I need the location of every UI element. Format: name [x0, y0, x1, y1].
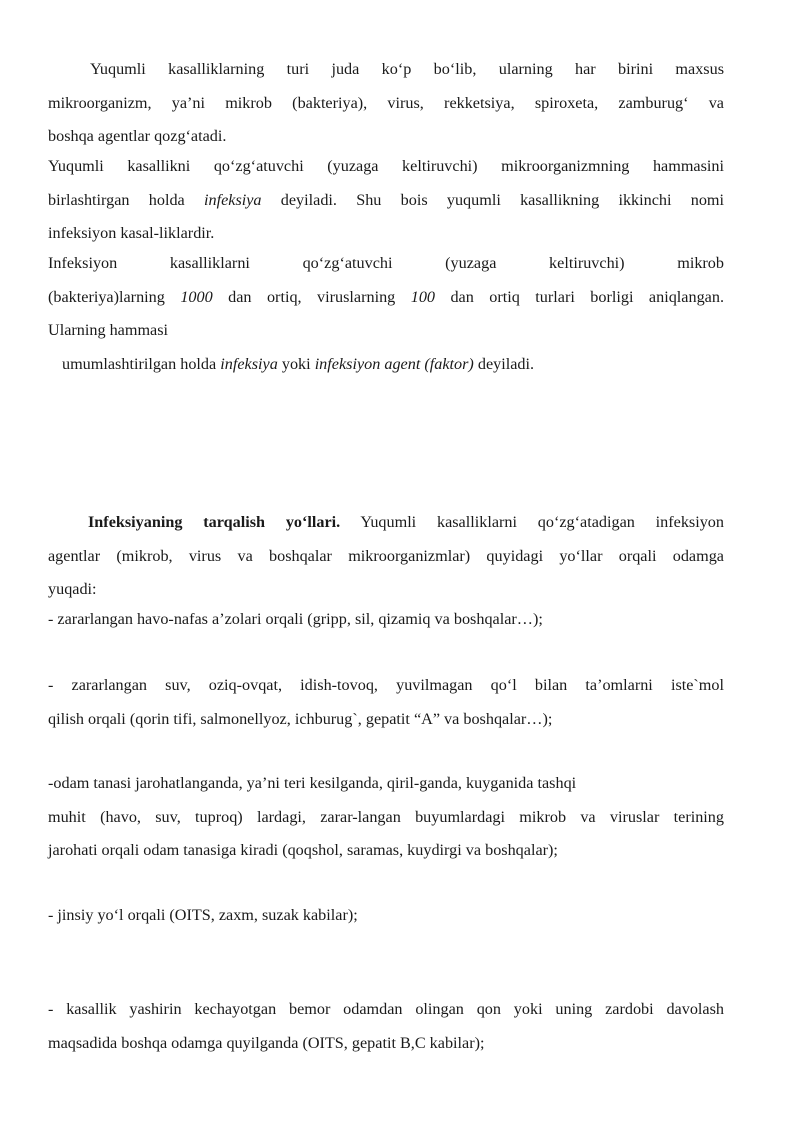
list-item [48, 899, 724, 933]
list-item [48, 767, 724, 868]
list-item-line: qilish orqali (qorin tifi, salmonellyoz, ichburug`, gepatit “A” va boshqalar…); [48, 709, 553, 728]
paragraph-line: Yuqumli kasalliklarning turi juda ko‘p bo‘lib, ularning har birini maxsus [90, 60, 724, 78]
section-heading: Infeksiyaning tarqalish yo‘llari. [88, 513, 341, 531]
paragraph-line: Yuqumli kasallikni qo‘zg‘atuvchi (yuzaga keltiruvchi) mikroorganizmning hammasini [48, 157, 724, 175]
list-item-line: muhit (havo, suv, tuproq) lardagi, zarar-langan buyumlardagi mikrob va viruslar terining [48, 807, 724, 826]
list-item-line: - zararlangan suv, oziq-ovqat, idish-tovoq, yuvilmagan qo‘l bilan ta’omlarni iste`mol [48, 676, 724, 694]
list-item-line: maqsadida boshqa odamga quyilganda (OITS, gepatit B,C kabilar); [48, 1033, 485, 1052]
paragraph-line: Ularning hammasi [48, 321, 169, 339]
list-item-line: - zararlangan havo-nafas a’zolari orqali (gripp, sil, qizamiq va boshqalar…); [48, 610, 543, 628]
paragraph-line [48, 506, 724, 540]
paragraph-line: yuqadi: [48, 580, 97, 598]
text-run: Yuqumli kasalliklarni qo‘zg‘atadigan infeksiyon [360, 513, 724, 531]
italic-term: infeksiya [220, 354, 278, 373]
text-run: dan ortiq, viruslarning [228, 287, 396, 306]
list-item-line: -odam tanasi jarohatlanganda, ya’ni teri kesilganda, qiril-ganda, kuyganida tashqi [48, 774, 577, 792]
list-item-line: jarohati orqali odam tanasiga kiradi (qoqshol, saramas, kuydirgi va boshqalar); [48, 841, 558, 859]
text-run: deyiladi. [477, 354, 535, 373]
paragraph-line: infeksiyon kasal-liklardir. [48, 224, 215, 242]
paragraph-infection-definition [48, 150, 724, 251]
list-item [48, 603, 724, 637]
paragraph-pathogen-count [48, 247, 724, 381]
italic-term: infeksiya [203, 190, 262, 209]
paragraph-line [48, 281, 724, 315]
text-run: deyiladi. Shu bois yuqumli kasallikning ikkinchi nomi [280, 190, 725, 209]
list-item-line: - kasallik yashirin kechayotgan bemor odamdan olingan qon yoki uning zardobi davolash [48, 1000, 724, 1018]
list-item-line: - jinsiy yo‘l orqali (OITS, zaxm, suzak kabilar); [48, 906, 358, 924]
paragraph-line: mikroorganizm, ya’ni mikrob (bakteriya), virus, rekketsiya, spiroxeta, zamburug‘ va [48, 93, 724, 112]
paragraph-line [48, 184, 724, 218]
paragraph-line: agentlar (mikrob, virus va boshqalar mikroorganizmlar) quyidagi yo‘llar orqali odamga [48, 546, 724, 565]
text-run: dan ortiq turlari borligi aniqlangan. [450, 287, 724, 306]
paragraph-line: boshqa agentlar qozg‘atadi. [48, 127, 227, 145]
list-item [48, 993, 724, 1060]
paragraph-pathogens [48, 53, 724, 154]
text-run: birlashtirgan holda [48, 190, 185, 209]
italic-number: 100 [410, 287, 435, 306]
list-item [48, 669, 724, 736]
text-run: yoki [281, 354, 311, 373]
paragraph-line: Infeksiyon kasalliklarni qo‘zg‘atuvchi (yuzaga keltiruvchi) mikrob [48, 254, 724, 272]
text-run: (bakteriya)larning [48, 287, 165, 306]
paragraph-transmission-routes [48, 506, 724, 607]
text-run: umumlashtirilgan holda [62, 354, 217, 373]
italic-number: 1000 [180, 287, 213, 306]
italic-term: infeksiyon agent (faktor) [314, 354, 474, 373]
paragraph-line [48, 348, 724, 382]
